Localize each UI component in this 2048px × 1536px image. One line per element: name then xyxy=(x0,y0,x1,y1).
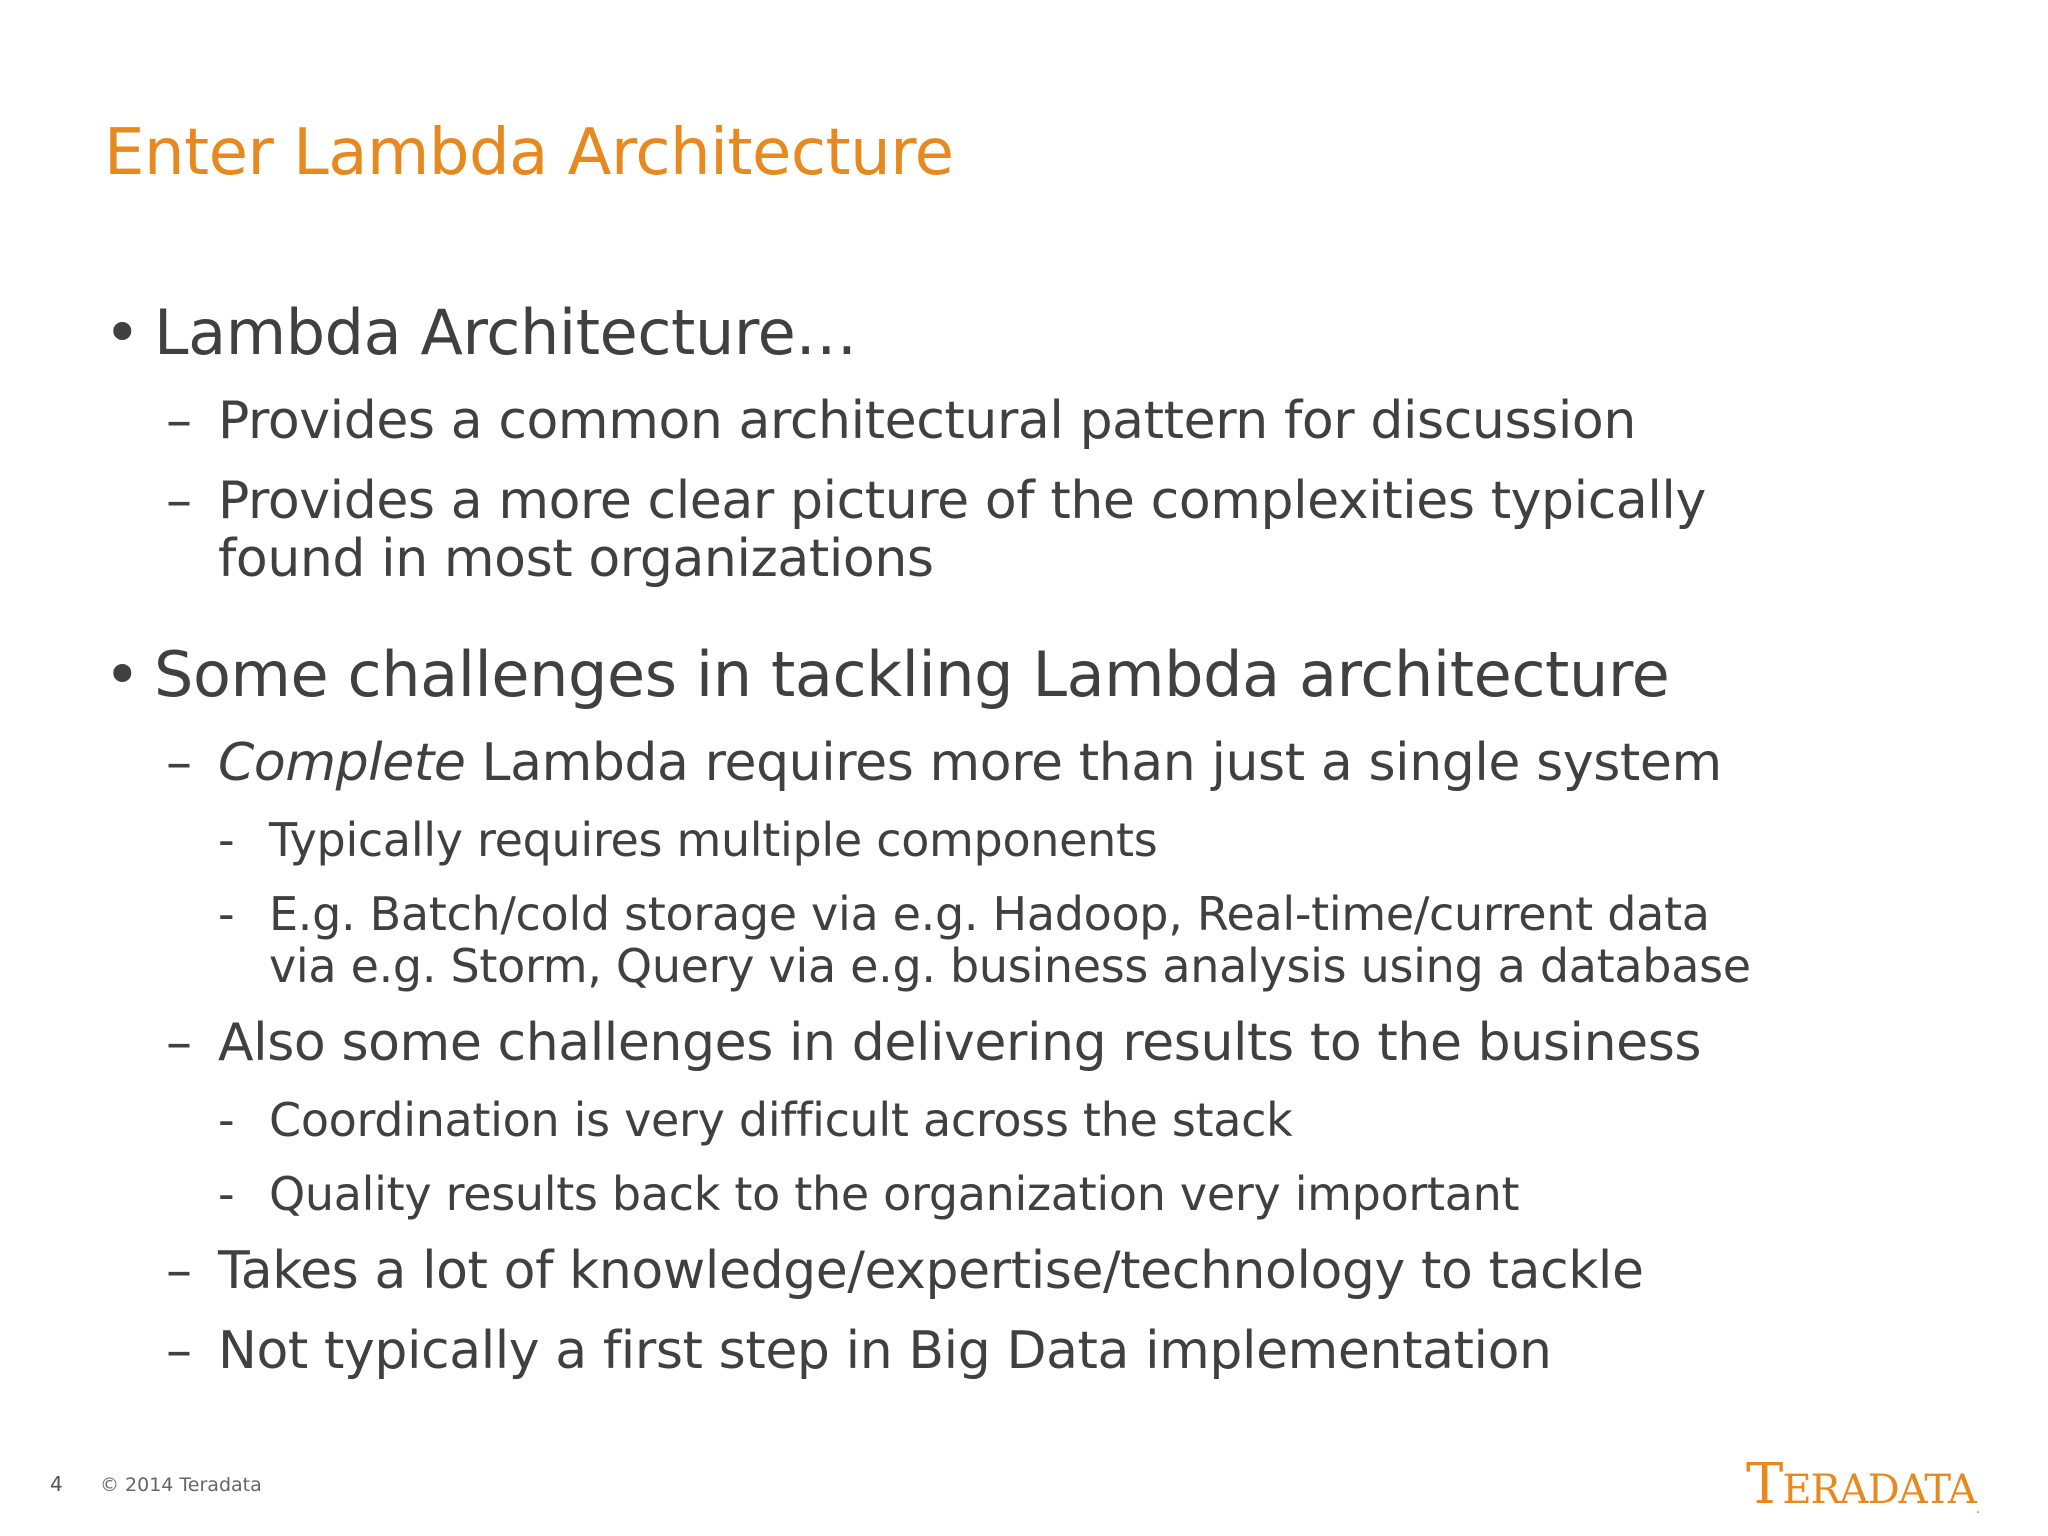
dash-marker: – xyxy=(166,1321,192,1381)
hyphen-marker: - xyxy=(218,1093,235,1147)
hyphen-marker: - xyxy=(218,1167,235,1221)
bullet-marker: • xyxy=(104,296,141,369)
page-number: 4 xyxy=(50,1472,63,1496)
sub-sub-bullet-example-components xyxy=(104,888,2004,992)
sub-bullet-text-line2: found in most organizations xyxy=(218,529,934,589)
sub-sub-bullet-text-line1: E.g. Batch/cold storage via e.g. Hadoop, Real-time/current data xyxy=(269,887,1710,941)
emphasis-text: Complete xyxy=(218,733,466,793)
sub-sub-bullet-quality-results xyxy=(104,1168,2004,1220)
sub-bullet-text: Not typically a first step in Big Data implementation xyxy=(218,1321,1552,1381)
sub-bullet-delivering-results xyxy=(104,1014,2004,1072)
sub-bullet-text: Also some challenges in delivering results to the business xyxy=(218,1013,1702,1073)
sub-bullet-clear-picture xyxy=(104,472,2004,588)
dash-marker: – xyxy=(166,391,192,451)
sub-bullet-not-first-step xyxy=(104,1322,2004,1380)
logo-first-letter: T xyxy=(1746,1452,1783,1517)
hyphen-marker: - xyxy=(218,887,235,941)
logo-rest-letters: ERADATA xyxy=(1782,1467,1976,1513)
dash-marker: – xyxy=(166,733,192,793)
sub-sub-bullet-text: Typically requires multiple components xyxy=(269,813,1158,867)
sub-bullet-common-pattern xyxy=(104,392,2004,450)
bullet-lambda-architecture xyxy=(104,296,2004,370)
bullet-marker: • xyxy=(104,638,141,711)
hyphen-marker: - xyxy=(218,813,235,867)
bullet-text: Lambda Architecture… xyxy=(154,296,857,369)
sub-bullet-text: Takes a lot of knowledge/expertise/technology to tackle xyxy=(218,1241,1644,1301)
sub-sub-bullet-multiple-components xyxy=(104,814,2004,866)
sub-bullet-complete-lambda xyxy=(104,734,2004,792)
slide-title: Enter Lambda Architecture xyxy=(104,116,954,190)
sub-sub-bullet-text: Coordination is very difficult across the stack xyxy=(269,1093,1293,1147)
teradata-logo xyxy=(1746,1452,1979,1517)
dash-marker: – xyxy=(166,1241,192,1301)
sub-bullet-text: Provides a common architectural pattern for discussion xyxy=(218,391,1636,451)
sub-bullet-text-line1: Provides a more clear picture of the complexities typically xyxy=(218,471,1706,531)
sub-sub-bullet-text: Quality results back to the organization very important xyxy=(269,1167,1520,1221)
sub-bullet-text: Lambda requires more than just a single system xyxy=(465,733,1722,793)
sub-sub-bullet-text-line2: via e.g. Storm, Query via e.g. business analysis using a database xyxy=(269,939,1751,993)
bullet-some-challenges xyxy=(104,638,2004,712)
sub-bullet-knowledge-expertise xyxy=(104,1242,2004,1300)
dash-marker: – xyxy=(166,1013,192,1073)
copyright-text: © 2014 Teradata xyxy=(100,1474,262,1496)
slide-content xyxy=(104,280,2004,1380)
dash-marker: – xyxy=(166,471,192,531)
bullet-text: Some challenges in tackling Lambda architecture xyxy=(154,638,1670,711)
logo-registered-mark: . xyxy=(1975,1501,1980,1517)
sub-sub-bullet-coordination xyxy=(104,1094,2004,1146)
